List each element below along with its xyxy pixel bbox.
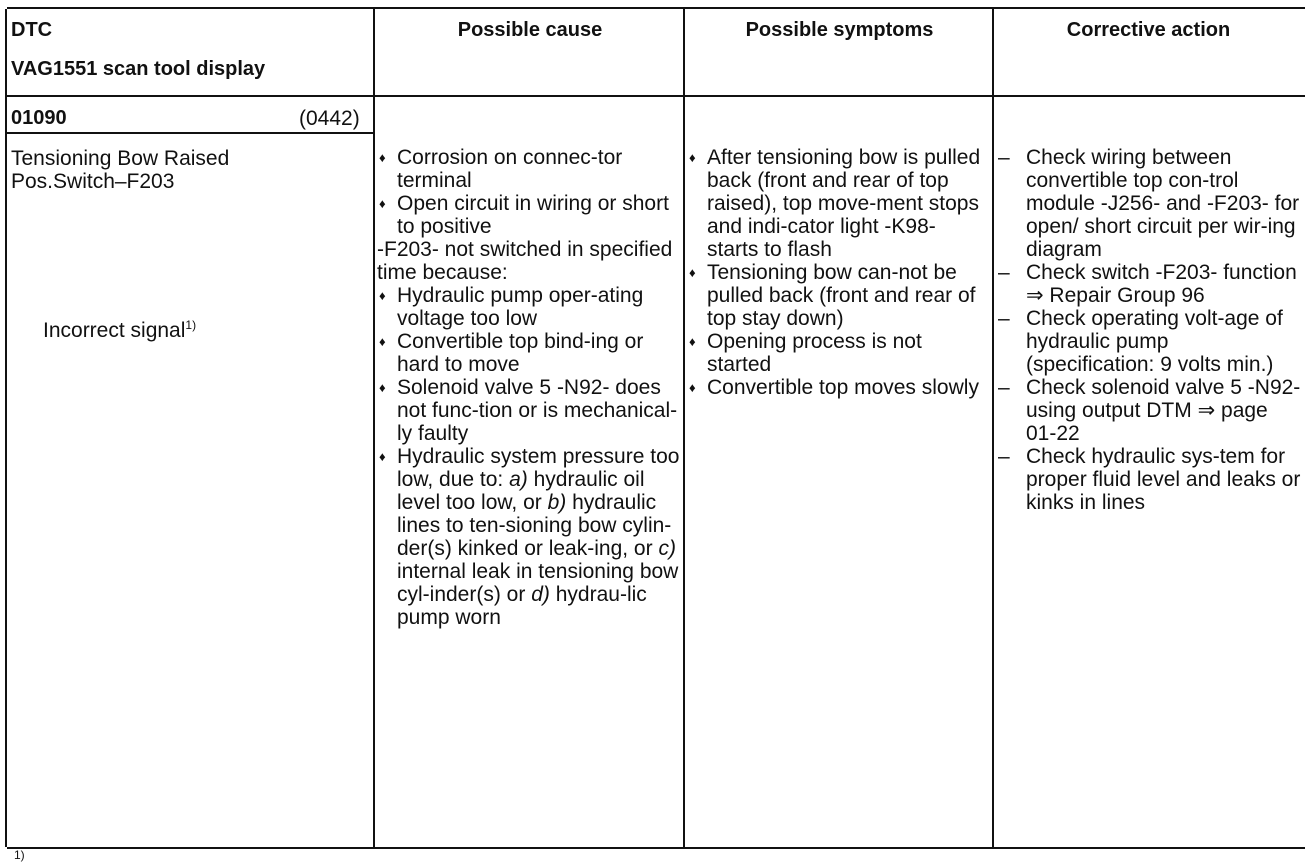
action-item: – Check switch -F203- function ⇒ Repair Group 96	[996, 261, 1302, 307]
cause-list	[377, 146, 681, 238]
action-item: – Check wiring between convertible top con-trol module -J256- and -F203- for open/ short circuit per wir-ing diagram	[996, 146, 1302, 261]
cause-item: ♦ Corrosion on connec-tor terminal	[377, 146, 681, 192]
fault-type	[43, 319, 363, 342]
action-cell	[996, 146, 1302, 514]
cause-note: -F203- not switched in specified time because:	[377, 238, 673, 284]
cause-item: ♦ Open circuit in wiring or short to positive	[377, 192, 681, 238]
action-item: – Check hydraulic sys-tem for proper fluid level and leaks or kinks in lines	[996, 445, 1302, 514]
component-line-2: Pos.Switch–F203	[11, 170, 175, 193]
component-line-1: Tensioning Bow Raised	[11, 147, 230, 170]
action-list	[996, 146, 1302, 514]
symptom-item: ♦ Tensioning bow can-not be pulled back (front and rear of top stay down)	[687, 261, 990, 330]
dtc-table	[7, 7, 1305, 849]
dtc-code: 01090	[11, 107, 67, 129]
fault-superscript: 1)	[185, 318, 197, 332]
hydraulic-d-text: hydrau-lic pump worn	[397, 583, 647, 629]
cause-item: ♦ Solenoid valve 5 -N92- does not func-tion or is mechanical-ly faulty	[377, 376, 681, 445]
hydraulic-b-label: b)	[547, 491, 567, 514]
symptom-item: ♦ After tensioning bow is pulled back (front and rear of top raised), top move-ment stops and indi-cator light -K98- starts to flash	[687, 146, 990, 261]
hydraulic-b-text: hydraulic lines to ten-sioning bow cylin-der(s) kinked or leak-ing, or	[397, 491, 672, 560]
hydraulic-a-text: hydraulic oil level too low, or	[397, 468, 645, 514]
code-underline	[7, 132, 373, 134]
hydraulic-a-label: a)	[509, 468, 528, 491]
column-divider	[683, 9, 685, 847]
header-dtc-label: DTC	[11, 19, 53, 41]
column-divider	[992, 9, 994, 847]
symptom-item: ♦ Opening process is not started	[687, 330, 990, 376]
cause-item: ♦ Hydraulic pump oper-ating voltage too low	[377, 284, 681, 330]
header-scan-tool-label: VAG1551 scan tool display	[11, 58, 266, 80]
header-action: Corrective action	[1066, 19, 1231, 41]
footnote-mark: 1)	[14, 848, 25, 862]
header-cause: Possible cause	[457, 19, 603, 41]
column-divider	[373, 9, 375, 847]
action-item: – Check solenoid valve 5 -N92- using output DTM ⇒ page 01-22	[996, 376, 1302, 445]
symptom-item: ♦ Convertible top moves slowly	[687, 376, 990, 399]
hydraulic-d-label: d)	[531, 583, 550, 606]
action-item: – Check operating volt-age of hydraulic pump (specification: 9 volts min.)	[996, 307, 1302, 376]
cause-item-hydraulic	[377, 445, 681, 629]
hydraulic-intro: Hydraulic system pressure too low, due to:	[397, 445, 680, 491]
symptom-list	[687, 146, 990, 399]
hydraulic-c-text: internal leak in tensioning bow cyl-inder(s) or	[397, 560, 679, 606]
column-divider	[5, 9, 7, 847]
cause-list-more	[377, 284, 681, 629]
header-dtc-cell	[11, 19, 371, 81]
cause-item: ♦ Convertible top bind-ing or hard to move	[377, 330, 681, 376]
cause-cell	[377, 146, 681, 629]
component-name	[11, 147, 341, 193]
symptoms-cell	[687, 146, 990, 399]
hydraulic-c-label: c)	[658, 537, 676, 560]
header-symptoms: Possible symptoms	[745, 19, 934, 41]
dtc-code-alt: (0442)	[299, 107, 360, 130]
header-divider	[7, 95, 1305, 97]
fault-text: Incorrect signal	[43, 319, 186, 342]
